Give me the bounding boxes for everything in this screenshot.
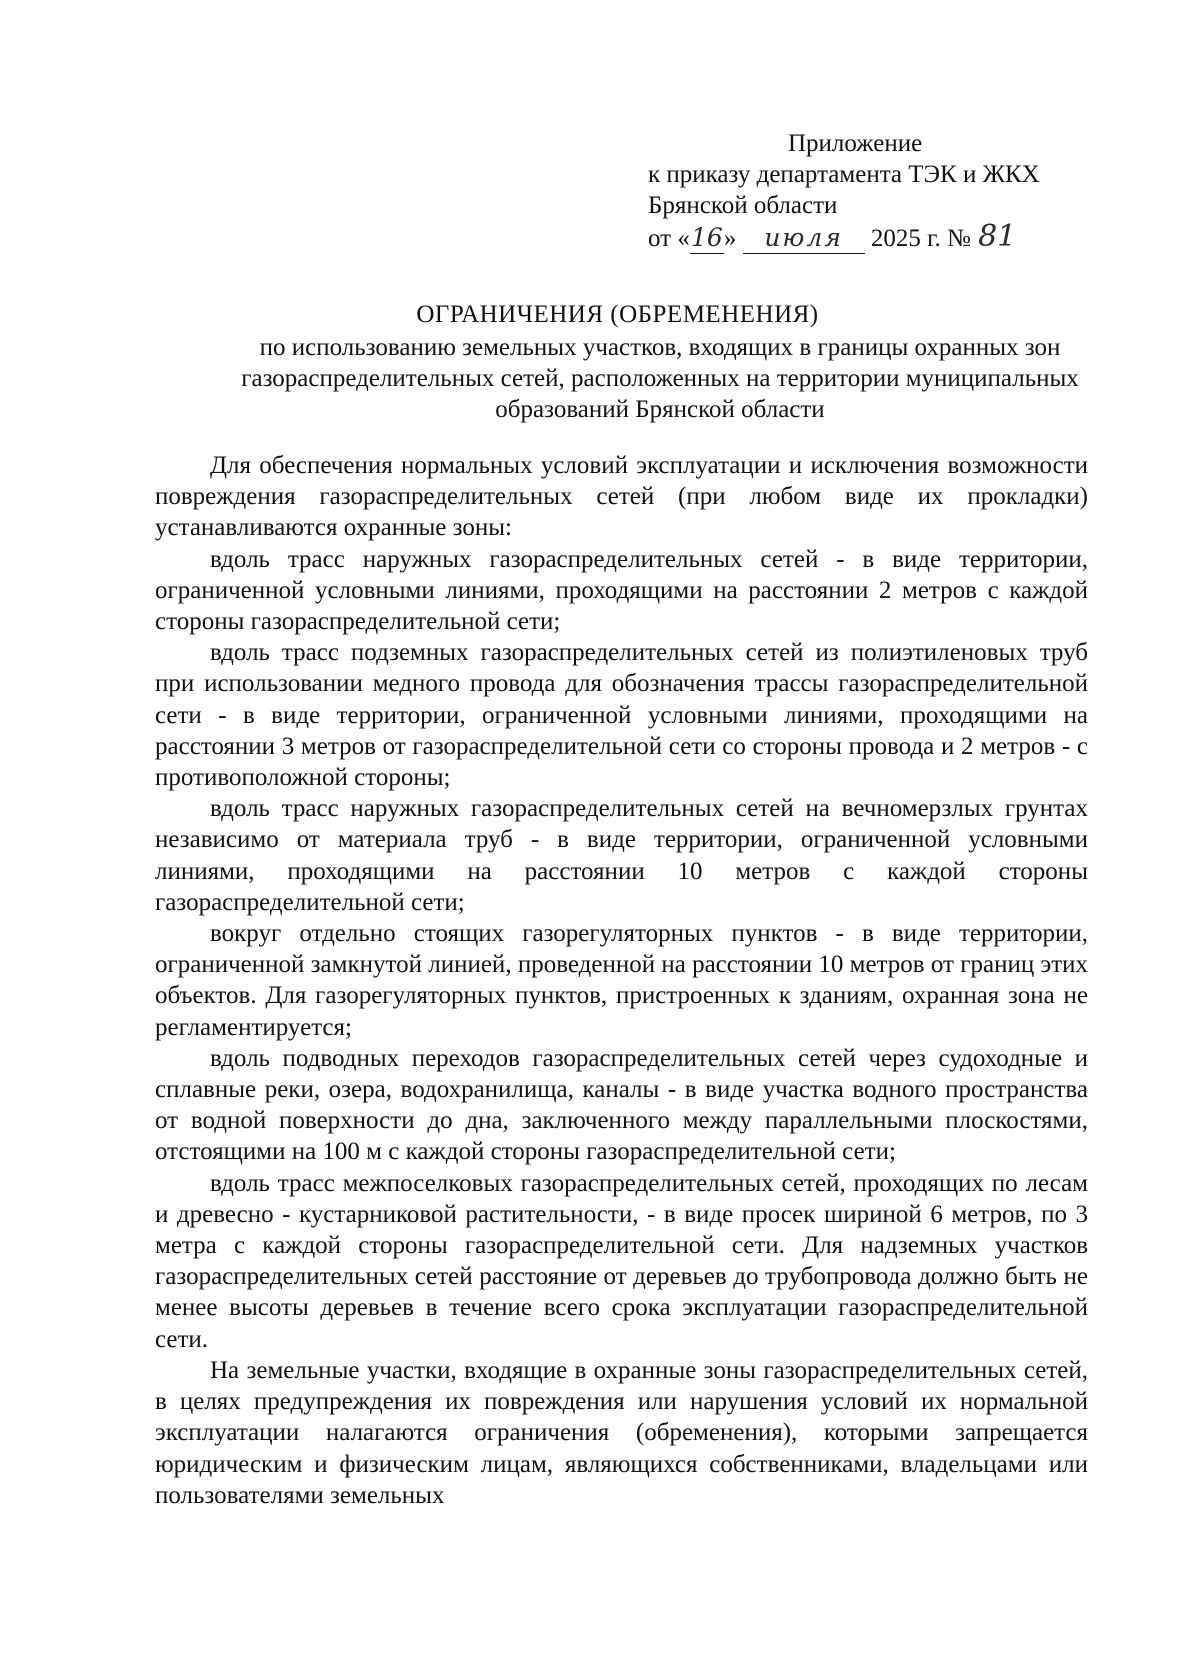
document-body	[155, 450, 1088, 1511]
order-number-handwritten: 81	[978, 219, 1017, 254]
date-prefix: от «	[648, 225, 690, 252]
appendix-order-ref: к приказу департамента ТЭК и ЖКХ	[648, 161, 1040, 188]
date-year: 2025 г. №	[870, 225, 971, 252]
paragraph: вдоль подводных переходов газораспределительных сетей через судоходные и сплавные реки, озера, водохранилища, каналы - в виде участка водного пространства от водной поверхности до дна, заключенного между параллельными плоскостями, отстоящими на 100 м с каждой стороны газораспределительной сети;	[155, 1044, 1088, 1166]
paragraph: вдоль трасс наружных газораспределительных сетей на вечномерзлых грунтах независимо от материала труб - в виде территории, ограниченной условными линиями, проходящими на расстоянии 10 метров с каждой стороны газораспределительной сети;	[155, 795, 1088, 916]
document-subtitle: по использованию земельных участков, входящих в границы охранных зон газораспределительных сетей, расположенных на территории муниципальных образований Брянской области	[241, 334, 1079, 423]
date-day-handwritten: 16	[690, 223, 723, 252]
paragraph: Для обеспечения нормальных условий эксплуатации и исключения возможности повреждения газораспределительных сетей (при любом виде их прокладки) устанавливаются охранные зоны:	[155, 452, 1088, 542]
date-month-handwritten: июля	[743, 222, 865, 254]
paragraph: На земельные участки, входящие в охранные зоны газораспределительных сетей, в целях предупреждения их повреждения или нарушения условий их нормальной эксплуатации налагаются ограничения (обременения), которыми запрещается юридическим и физическим лицам, являющихся собственниками, владельцами или пользователями земельных	[155, 1356, 1088, 1509]
appendix-region: Брянской области	[648, 192, 838, 219]
paragraph: вокруг отдельно стоящих газорегуляторных пунктов - в виде территории, ограниченной замкнутой линией, проведенной на расстоянии 10 метров от границ этих объектов. Для газорегуляторных пунктов, пристроенных к зданиям, охранная зона не регламентируется;	[155, 920, 1088, 1041]
appendix-label: Приложение	[788, 130, 923, 157]
paragraph: вдоль трасс межпоселковых газораспределительных сетей, проходящих по лесам и древесно - кустарниковой растительности, - в виде просек шириной 6 метров, по 3 метра с каждой стороны газораспределительной сети. Для надземных участков газораспределительных сетей расстояние от деревьев до трубопровода должно быть не менее высоты деревьев в течение всего срока эксплуатации газораспределительной сети.	[155, 1169, 1088, 1353]
paragraph: вдоль трасс подземных газораспределительных сетей из полиэтиленовых труб при использовании медного провода для обозначения трассы газораспределительной сети - в виде территории, ограниченной условными линиями, проходящими на расстоянии 3 метров от газораспределительной сети со стороны провода и 2 метров - с противоположной стороны;	[155, 639, 1088, 792]
date-quote-close: »	[723, 225, 737, 252]
appendix-date-line	[648, 221, 1108, 254]
appendix-header	[648, 128, 1108, 254]
document-title: ОГРАНИЧЕНИЯ (ОБРЕМЕНЕНИЯ)	[416, 301, 819, 328]
paragraph: вдоль трасс наружных газораспределительных сетей - в виде территории, ограниченной условными линиями, проходящими на расстоянии 2 метров с каждой стороны газораспределительной сети;	[155, 545, 1088, 636]
